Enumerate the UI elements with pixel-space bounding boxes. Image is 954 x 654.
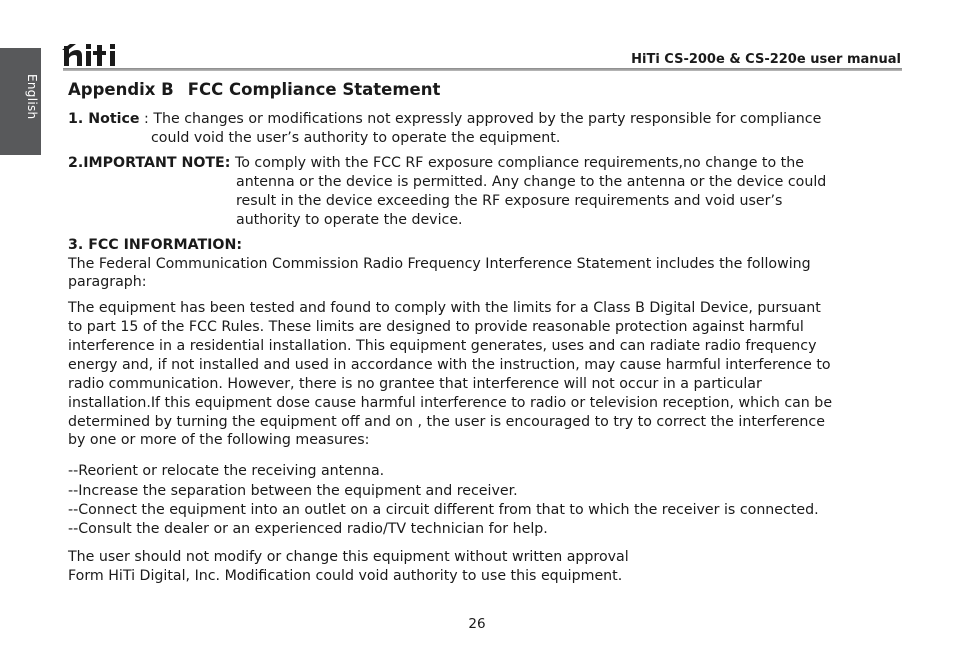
notice-text-2: could void the user’s authority to operate the equipment. xyxy=(151,130,561,146)
notice-label: 1. Notice xyxy=(68,111,140,127)
appendix-heading: FCC Compliance Statement xyxy=(187,80,441,99)
fcc-body-8: by one or more of the following measures: xyxy=(68,432,370,448)
important-note-text-4: authority to operate the device. xyxy=(236,212,463,228)
notice-text-1: The changes or modifications not expressly approved by the party responsible for compliance xyxy=(153,111,822,127)
closing-1: The user should not modify or change this equipment without written approval xyxy=(68,549,629,565)
fcc-body-6: installation.If this equipment dose cause harmful interference to radio or television reception, which can be xyxy=(68,395,833,411)
header-rule xyxy=(63,68,902,71)
fcc-body-4: energy and, if not installed and used in accordance with the instruction, may cause harmful interference to xyxy=(68,357,831,373)
important-note-label: 2.IMPORTANT NOTE: xyxy=(68,155,231,171)
measure-4: --Consult the dealer or an experienced radio/TV technician for help. xyxy=(68,521,548,537)
fcc-body-3: interference in a residential installation. This equipment generates, uses and can radiate radio frequency xyxy=(68,338,817,354)
measure-1: --Reorient or relocate the receiving antenna. xyxy=(68,463,385,479)
notice-separator: : xyxy=(139,111,154,127)
fcc-intro-1: The Federal Communication Commission Radio Frequency Interference Statement includes the following xyxy=(68,256,811,272)
important-note-line-1 xyxy=(68,154,804,173)
page-number: 26 xyxy=(468,616,486,632)
appendix-label: Appendix B xyxy=(68,80,174,99)
hiti-logo xyxy=(62,40,142,68)
important-note-text-1: To comply with the FCC RF exposure compliance requirements,no change to the xyxy=(234,155,804,171)
language-tab-label: English xyxy=(25,74,39,120)
important-note-text-3: result in the device exceeding the RF exposure requirements and void user’s xyxy=(236,193,783,209)
measure-2: --Increase the separation between the equipment and receiver. xyxy=(68,483,518,499)
fcc-information-label: 3. FCC INFORMATION: xyxy=(68,237,243,253)
fcc-intro-2: paragraph: xyxy=(68,274,147,290)
manual-title: HiTi CS-200e & CS-220e user manual xyxy=(631,52,901,67)
fcc-body-7: determined by turning the equipment off and on , the user is encouraged to try to correct the interference xyxy=(68,414,825,430)
fcc-body-2: to part 15 of the FCC Rules. These limits are designed to provide reasonable protection against harmful xyxy=(68,319,804,335)
appendix-title xyxy=(68,80,440,99)
measure-3: --Connect the equipment into an outlet on a circuit different from that to which the receiver is connected. xyxy=(68,502,819,518)
notice-line-1 xyxy=(68,110,821,129)
fcc-body-5: radio communication. However, there is no grantee that interference will not occur in a particular xyxy=(68,376,762,392)
important-note-text-2: antenna or the device is permitted. Any change to the antenna or the device could xyxy=(236,174,827,190)
fcc-body-1: The equipment has been tested and found to comply with the limits for a Class B Digital Device, pursuant xyxy=(68,300,821,316)
closing-2: Form HiTi Digital, Inc. Modification could void authority to use this equipment. xyxy=(68,568,623,584)
